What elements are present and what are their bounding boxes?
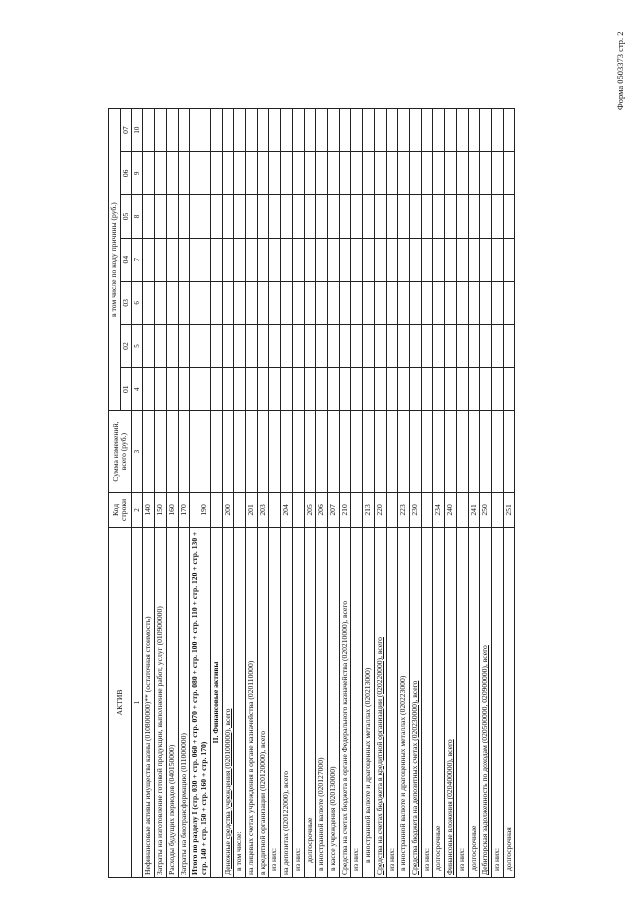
header-sub-03: 03 (120, 281, 132, 324)
table-row-total-section-1 (190, 109, 210, 878)
table-row (245, 109, 257, 878)
row-code (269, 492, 281, 527)
row-code: 206 (316, 492, 328, 527)
row-label: Денежные средства учреждения (020100000), всего (222, 527, 234, 877)
row-code: 213 (363, 492, 375, 527)
table-row (339, 109, 351, 878)
header-reason-group: в том числе по коду причины (руб.) (109, 109, 121, 411)
row-code: 150 (155, 492, 167, 527)
row-label: долгосрочные (433, 527, 445, 877)
index-cell: 10 (132, 109, 143, 152)
row-label: из них: (421, 527, 433, 877)
table-row (421, 109, 433, 878)
row-label: в кассе учреждения (020130000) (327, 527, 339, 877)
index-cell: 1 (132, 527, 143, 877)
row-code: 190 (190, 492, 210, 527)
header-activ: АКТИВ (109, 527, 132, 877)
row-label: в иностранной валюте (020127000) (316, 527, 328, 877)
row-code: 205 (304, 492, 316, 527)
row-label: Финансовые вложения (020400000), всего (445, 527, 457, 877)
row-label: Средства на счетах бюджета в органе Федерального казначейства (020210000), всего (339, 527, 351, 877)
header-sub-05: 05 (120, 195, 132, 238)
row-label: из них: (456, 527, 468, 877)
row-code: 250 (480, 492, 492, 527)
index-cell: 7 (132, 238, 143, 281)
row-label: Затраты на биотрансформацию (011000000) (178, 527, 190, 877)
header-sub-04: 04 (120, 238, 132, 281)
table-row (269, 109, 281, 878)
row-code: 203 (257, 492, 269, 527)
row-code: 223 (398, 492, 410, 527)
table-row (492, 109, 504, 878)
form-number-label: Форма 0503373 стр. 2 (615, 31, 625, 110)
row-code: 220 (374, 492, 386, 527)
header-sub-01: 01 (120, 368, 132, 411)
index-cell: 6 (132, 281, 143, 324)
table-row (316, 109, 328, 878)
table-row (257, 109, 269, 878)
table-row (398, 109, 410, 878)
assets-change-table (108, 108, 515, 878)
row-label: из них: (292, 527, 304, 877)
row-label: из них: (269, 527, 281, 877)
row-code (386, 492, 398, 527)
row-label: Дебиторская задолженность по доходам (020500000, 020900000), всего (480, 527, 492, 877)
row-code (421, 492, 433, 527)
row-code: 240 (445, 492, 457, 527)
row-label: из них: (351, 527, 363, 877)
table-row (327, 109, 339, 878)
table-row (304, 109, 316, 878)
row-code: 241 (468, 492, 480, 527)
table-row (386, 109, 398, 878)
row-code (234, 492, 246, 527)
header-sub-02: 02 (120, 324, 132, 367)
row-code: 201 (245, 492, 257, 527)
header-total: Сумма изменений, всего (руб.) (109, 411, 132, 493)
rotated-form-table (108, 108, 608, 878)
row-label: на депозитах (020122000), всего (281, 527, 293, 877)
row-label: Средства бюджета на депозитных счетах (020230000), всего (410, 527, 422, 877)
table-row (456, 109, 468, 878)
row-code: 170 (178, 492, 190, 527)
table-row (292, 109, 304, 878)
section-title: II. Финансовые активы (210, 527, 222, 877)
row-label: долгосрочная (503, 527, 515, 877)
row-label: в кредитной организации (020120000), всего (257, 527, 269, 877)
table-row (468, 109, 480, 878)
row-label: Затраты на изготовление готовой продукции, выполнение работ, услуг (010900000) (155, 527, 167, 877)
table-row (155, 109, 167, 878)
row-label: Расходы будущих периодов (040150000) (166, 527, 178, 877)
row-label: долгосрочные (304, 527, 316, 877)
row-label: Итого по разделу I (стр. 030 + стр. 060 + стр. 070 + стр. 080 + стр. 100 + стр. 110 + стр. 120 + стр. 130 + стр. 140 + стр. 150 + стр. 160 + стр. 170) (190, 527, 210, 877)
table-row (281, 109, 293, 878)
header-row-1 (109, 109, 121, 878)
row-label: на лицевых счетах учреждения в органе казначейства (020110000) (245, 527, 257, 877)
row-label: Средства на счетах бюджета в кредитной организации (020220000), всего (374, 527, 386, 877)
row-code (351, 492, 363, 527)
row-code: 140 (143, 492, 155, 527)
row-label: долгосрочные (468, 527, 480, 877)
row-code: 200 (222, 492, 234, 527)
row-code: 210 (339, 492, 351, 527)
header-code: Код строки (109, 492, 132, 527)
row-code: 234 (433, 492, 445, 527)
row-label: из них: (492, 527, 504, 877)
row-code (210, 492, 222, 527)
table-row (445, 109, 457, 878)
index-cell: 9 (132, 152, 143, 195)
header-sub-07: 07 (120, 109, 132, 152)
row-label: из них: (386, 527, 398, 877)
row-code: 251 (503, 492, 515, 527)
index-cell: 4 (132, 368, 143, 411)
row-label: в том числе: (234, 527, 246, 877)
table-row (166, 109, 178, 878)
table-row (222, 109, 234, 878)
table-row (143, 109, 155, 878)
table-row (178, 109, 190, 878)
header-sub-06: 06 (120, 152, 132, 195)
row-code (292, 492, 304, 527)
table-row (374, 109, 386, 878)
table-row (234, 109, 246, 878)
index-cell: 8 (132, 195, 143, 238)
row-code: 207 (327, 492, 339, 527)
row-label: Нефинансовые активы имущества казны (010800000)** (остаточная стоимость) (143, 527, 155, 877)
index-cell: 2 (132, 492, 143, 527)
table-row (480, 109, 492, 878)
row-label: в иностранной валюте и драгоценных металлах (020223000) (398, 527, 410, 877)
row-code: 160 (166, 492, 178, 527)
table-row (410, 109, 422, 878)
table-row (363, 109, 375, 878)
row-label: в иностранной валюте и драгоценных металлах (020213000) (363, 527, 375, 877)
table-row (351, 109, 363, 878)
row-code (456, 492, 468, 527)
index-cell: 3 (132, 411, 143, 493)
table-row (503, 109, 515, 878)
index-cell: 5 (132, 324, 143, 367)
row-code: 230 (410, 492, 422, 527)
table-body (143, 109, 515, 878)
table-row (433, 109, 445, 878)
row-code (492, 492, 504, 527)
row-code: 204 (281, 492, 293, 527)
section-heading-row (210, 109, 222, 878)
header-index-row (132, 109, 143, 878)
